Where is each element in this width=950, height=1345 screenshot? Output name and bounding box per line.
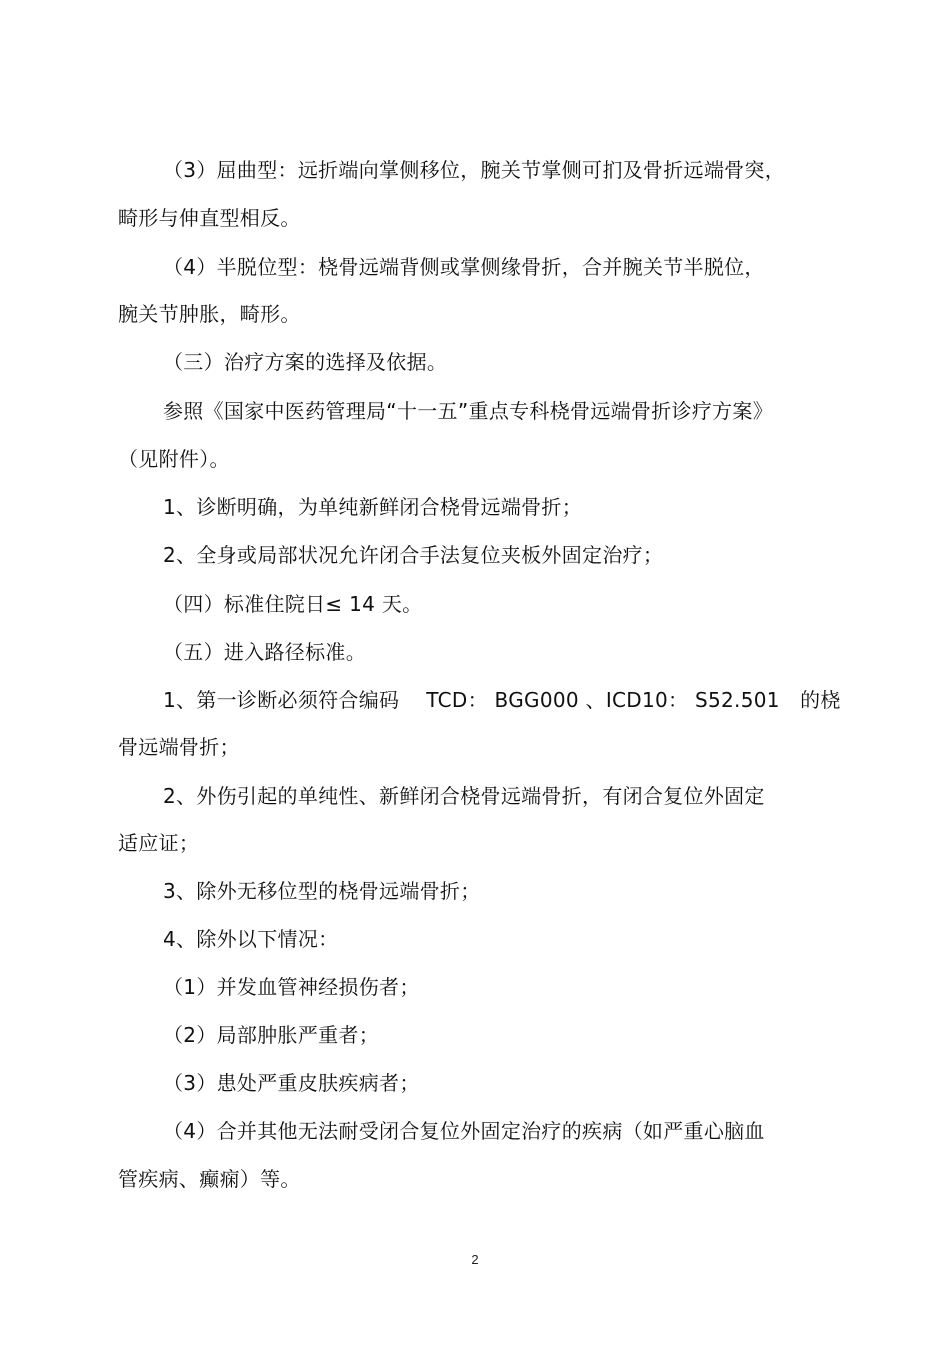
text-line: 骨远端骨折；	[118, 735, 240, 759]
text-line: 1、第一诊断必须符合编码 TCD： BGG000 、ICD10： S52.501 的桡	[163, 688, 841, 712]
page-number: 2	[471, 1252, 479, 1267]
text-line: 参照《国家中医药管理局“十一五”重点专科桡骨远端骨折诊疗方案》	[163, 399, 774, 423]
section-heading: （五）进入路径标准。	[163, 640, 366, 664]
text-line: （4）半脱位型：桡骨远端背侧或掌侧缘骨折，合并腕关节半脱位，	[163, 255, 765, 279]
text-line: 2、全身或局部状况允许闭合手法复位夹板外固定治疗；	[163, 543, 664, 567]
text-line: 管疾病、癫痫）等。	[118, 1167, 301, 1191]
text-line: 2、外伤引起的单纯性、新鲜闭合桡骨远端骨折，有闭合复位外固定	[163, 784, 765, 808]
text-line: （2）局部肿胀严重者；	[163, 1023, 380, 1047]
section-heading: （三）治疗方案的选择及依据。	[163, 350, 448, 374]
section-heading: （四）标准住院日≤ 14 天。	[163, 592, 423, 616]
text-line: 腕关节肿胀，畸形。	[118, 302, 301, 326]
text-line: 畸形与伸直型相反。	[118, 206, 301, 230]
text-line: （见附件）。	[118, 447, 230, 471]
text-line: （3）屈曲型：远折端向掌侧移位，腕关节掌侧可扪及骨折远端骨突，	[163, 158, 786, 182]
text-line: （1）并发血管神经损伤者；	[163, 975, 420, 999]
text-line: （4）合并其他无法耐受闭合复位外固定治疗的疾病（如严重心脑血	[163, 1119, 765, 1143]
text-line: 1、诊断明确，为单纯新鲜闭合桡骨远端骨折；	[163, 495, 583, 519]
text-line: 3、除外无移位型的桡骨远端骨折；	[163, 879, 481, 903]
text-line: （3）患处严重皮肤疾病者；	[163, 1071, 420, 1095]
text-line: 4、除外以下情况：	[163, 927, 339, 951]
text-line: 适应证；	[118, 831, 200, 855]
